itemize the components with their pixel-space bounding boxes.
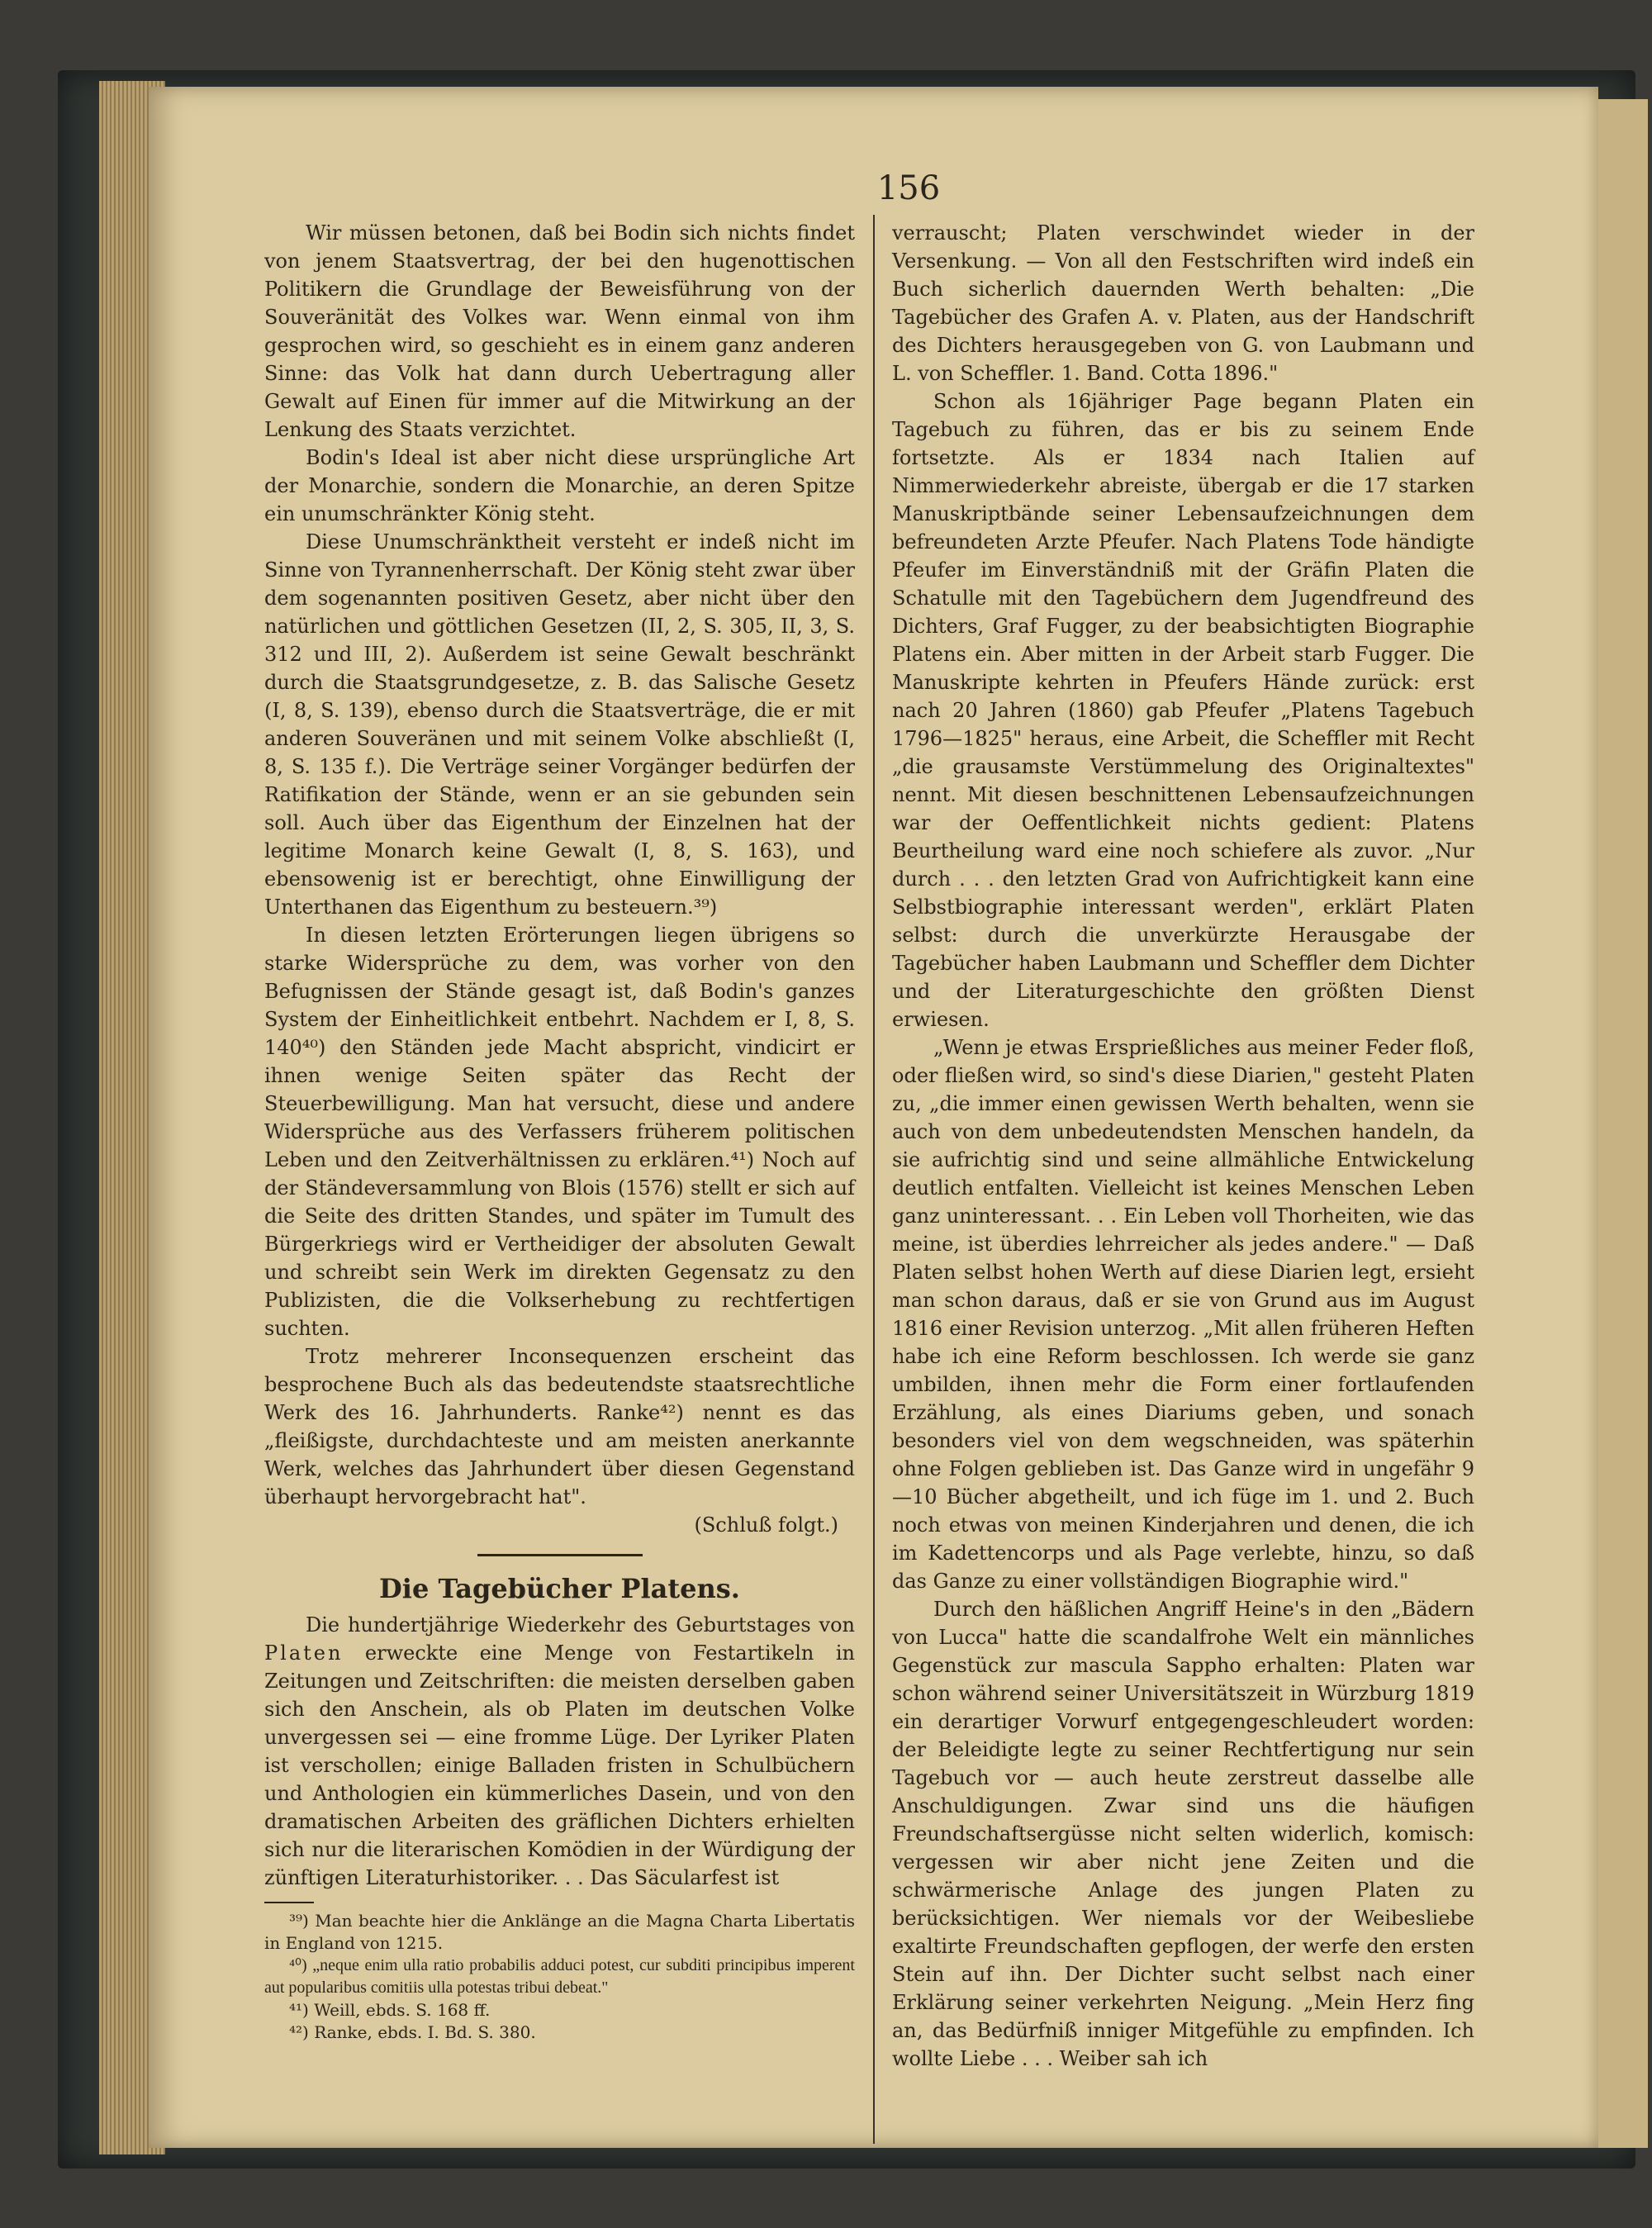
paragraph: Diese Unumschränktheit versteht er indeß nicht im Sinne von Tyrannenherrschaft. Der König steht zwar über dem sogenannten positiven Gesetz, aber nicht über den natürlichen und göttlichen Gesetzen (II, 2, S. 305, II, 3, S. 312 und III, 2). Außerdem ist seine Gewalt beschränkt durch die Staatsgrundgesetze, z. B. das Salische Gesetz (I, 8, S. 139), ebenso durch die Staatsverträge, die er mit anderen Souveränen und mit seinem Volke abschließt (I, 8, S. 135 f.). Die Verträge seiner Vorgänger bedürfen der Ratifikation der Stände, wenn er an sie gebunden sein soll. Auch über das Eigenthum der Einzelnen hat der legitime Monarch keine Gewalt (I, 8, S. 163), und ebensowenig ist er berechtigt, ohne Einwilligung der Unterthanen das Eigenthum zu besteuern.³⁹) (264, 530, 855, 919)
text-run: Die hundertjährige Wiederkehr des Geburtstages von (306, 1613, 855, 1637)
facing-page-edge (1598, 99, 1648, 2148)
paragraph: Schon als 16jähriger Page begann Platen ein Tagebuch zu führen, das er bis zu seinem Ende fortsetzte. Als er 1834 nach Italien auf Nimmerwiederkehr abreiste, übergab er die 17 starken Manuskriptbände seiner Lebensaufzeichnungen dem befreundeten Arzte Pfeufer. Nach Platens Tode händigte Pfeufer im Einverständniß mit der Gräfin Platen die Schatulle mit den Tagebüchern dem Jugendfreund des Dichters, Graf Fugger, zu der beabsichtigten Biographie Platens ein. Aber mitten in der Arbeit starb Fugger. Die Manuskripte kehrten in Pfeufers Hände zurück: erst nach 20 Jahren (1860) gab Pfeufer „Platens Tagebuch 1796—1825" heraus, eine Arbeit, die Scheffler mit Recht „die grausamste Verstümmelung des Originaltextes" nennt. Mit diesen beschnittenen Lebensaufzeichnungen war der Oeffentlichkeit nichts gedient: Platens Beurtheilung ward eine noch schiefere als zuvor. „Nur durch . . . den letzten Grad von Aufrichtigkeit kann eine Selbstbiographie interessant werden", erklärt Platen selbst: durch die unverkürzte Herausgabe der Tagebücher haben Laubmann und Scheffler dem Dichter und der Literaturgeschichte den größten Dienst erwiesen. (892, 390, 1474, 1031)
right-column (892, 219, 1474, 2152)
paragraph: Wir müssen betonen, daß bei Bodin sich nichts findet von jenem Staatsvertrag, der bei den hugenottischen Politikern die Grundlage der Beweisführung von der Souveränität des Volkes war. Wenn einmal von ihm gesprochen wird, so geschieht es in einem ganz anderen Sinne: das Volk hat dann durch Uebertragung aller Gewalt auf Einen für immer auf die Mitwirkung an der Lenkung des Staats verzichtet. (264, 221, 855, 441)
page-number: 156 (876, 169, 941, 207)
footnote: ⁴⁰) „neque enim ulla ratio probabilis adduci potest, cur subditi principibus imperent aut popularibus comitiis ulla potestas tribui debeat." (264, 1956, 855, 1997)
continuation-note: (Schluß folgt.) (694, 1513, 838, 1537)
paragraph: Bodin's Ideal ist aber nicht diese ursprüngliche Art der Monarchie, sondern die Monarchie, an deren Spitze ein unumschränkter König steht. (264, 446, 855, 525)
left-column (264, 219, 855, 2152)
section-title: Die Tagebücher Platens. (379, 1573, 740, 1604)
spaced-name: Platen (264, 1641, 344, 1665)
paragraph: „Wenn je etwas Ersprießliches aus meiner Feder floß, oder fließen wird, so sind's diese Diarien," gesteht Platen zu, „die immer einen gewissen Werth behalten, wenn sie auch von dem unbedeutendsten Menschen handeln, da sie aufrichtig sind und seine allmähliche Entwickelung deutlich entfalten. Vielleicht ist keines Menschen Leben ganz uninteressant. . . Ein Leben voll Thorheiten, wie das meine, ist überdies lehrreicher als jedes andere." — Daß Platen selbst hohen Werth auf diese Diarien legt, ersieht man schon daraus, daß er sie von Grund aus im August 1816 einer Revision unterzog. „Mit allen früheren Heften habe ich eine Reform beschlossen. Ich werde sie ganz umbilden, ihnen mehr die Form einer fortlaufenden Erzählung, als eines Diariums geben, und sonach besonders viel von dem wegschneiden, was späterhin ohne Folgen geblieben ist. Das Ganze wird in ungefähr 9—10 Bücher abgetheilt, und ich füge im 1. und 2. Buch noch etwas von meinen Kinderjahren und denen, die ich im Kadettencorps und als Page verlebte, hinzu, so daß das Ganze zu einer vollständigen Biographie wird." (892, 1036, 1474, 1593)
paragraph: Trotz mehrerer Inconsequenzen erscheint das besprochene Buch als das bedeutendste staatsrechtliche Werk des 16. Jahrhunderts. Ranke⁴²) nennt es das „fleißigste, durchdachteste und am meisten anerkannte Werk, welches das Jahrhundert über diesen Gegenstand überhaupt hervorgebracht hat". (264, 1345, 855, 1508)
footnote: ³⁹) Man beachte hier die Anklänge an die Magna Charta Libertatis in England von 1215. (264, 1911, 855, 1953)
paragraph: verrauscht; Platen verschwindet wieder in der Versenkung. — Von all den Festschriften wird indeß ein Buch sicherlich dauernden Werth behalten: „Die Tagebücher des Grafen A. v. Platen, aus der Handschrift des Dichters herausgegeben von G. von Laubmann und L. von Scheffler. 1. Band. Cotta 1896." (892, 221, 1474, 385)
book-page (149, 87, 1598, 2148)
section-divider (477, 1554, 643, 1556)
paragraph (264, 1611, 855, 1892)
text-run: erweckte eine Menge von Festartikeln in Zeitungen und Zeitschriften: die meisten derselben gaben sich den Anschein, als ob Platen im deutschen Volke unvergessen sei — eine fromme Lüge. Der Lyriker Platen ist verschollen; einige Balladen fristen in Schulbüchern und Anthologien ein kümmerliches Dasein, und von den dramatischen Arbeiten des gräflichen Dichters erhielten sich nur die literarischen Komödien in der Würdigung der zünftigen Literaturhistoriker. . . Das Säcularfest ist (264, 1641, 855, 1889)
column-divider (873, 215, 875, 2144)
paragraph: In diesen letzten Erörterungen liegen übrigens so starke Widersprüche zu dem, was vorher von den Befugnissen der Stände gesagt ist, daß Bodin's ganzes System der Einheitlichkeit entbehrt. Nachdem er I, 8, S. 140⁴⁰) den Ständen jede Macht abspricht, vindicirt er ihnen wenige Seiten später das Recht der Steuerbewilligung. Man hat versucht, diese und andere Widersprüche aus des Verfassers früherem politischen Leben und den Zeitverhältnissen zu erklären.⁴¹) Noch auf der Ständeversammlung von Blois (1576) stellt er sich auf die Seite des dritten Standes, und später im Tumult des Bürgerkriegs wird er Vertheidiger der absoluten Gewalt und schreibt sein Werk im direkten Gegensatz zu den Publizisten, die die Volkserhebung zu rechtfertigen suchten. (264, 924, 855, 1340)
paragraph: Durch den häßlichen Angriff Heine's in den „Bädern von Lucca" hatte die scandalfrohe Welt ein männliches Gegenstück zur mascula Sappho erhalten: Platen war schon während seiner Universitätszeit in Würzburg 1819 ein derartiger Vorwurf entgegengeschleudert worden: der Beleidigte legte zu seiner Rechtfertigung nur sein Tagebuch vor — auch heute zerstreut dasselbe alle Anschuldigungen. Zwar sind uns die häufigen Freundschaftsergüsse nicht selten widerlich, komisch: vergessen wir aber nicht jene Zeiten und die schwärmerische Anlage des jungen Platen zu berücksichtigen. Wer niemals vor der Weibesliebe exaltirte Freundschaften gepflogen, der werfe den ersten Stein auf ihn. Der Dichter sucht selbst nach einer Erklärung seiner verkehrten Neigung. „Mein Herz fing an, das Bedürfniß inniger Mitgefühle zu empfinden. Ich wollte Liebe . . . Weiber sah ich (892, 1598, 1474, 2070)
footnote: ⁴¹) Weill, ebds. S. 168 ff. (289, 2000, 491, 2020)
footnote: ⁴²) Ranke, ebds. I. Bd. S. 380. (289, 2022, 536, 2042)
footnote-rule (264, 1902, 314, 1903)
